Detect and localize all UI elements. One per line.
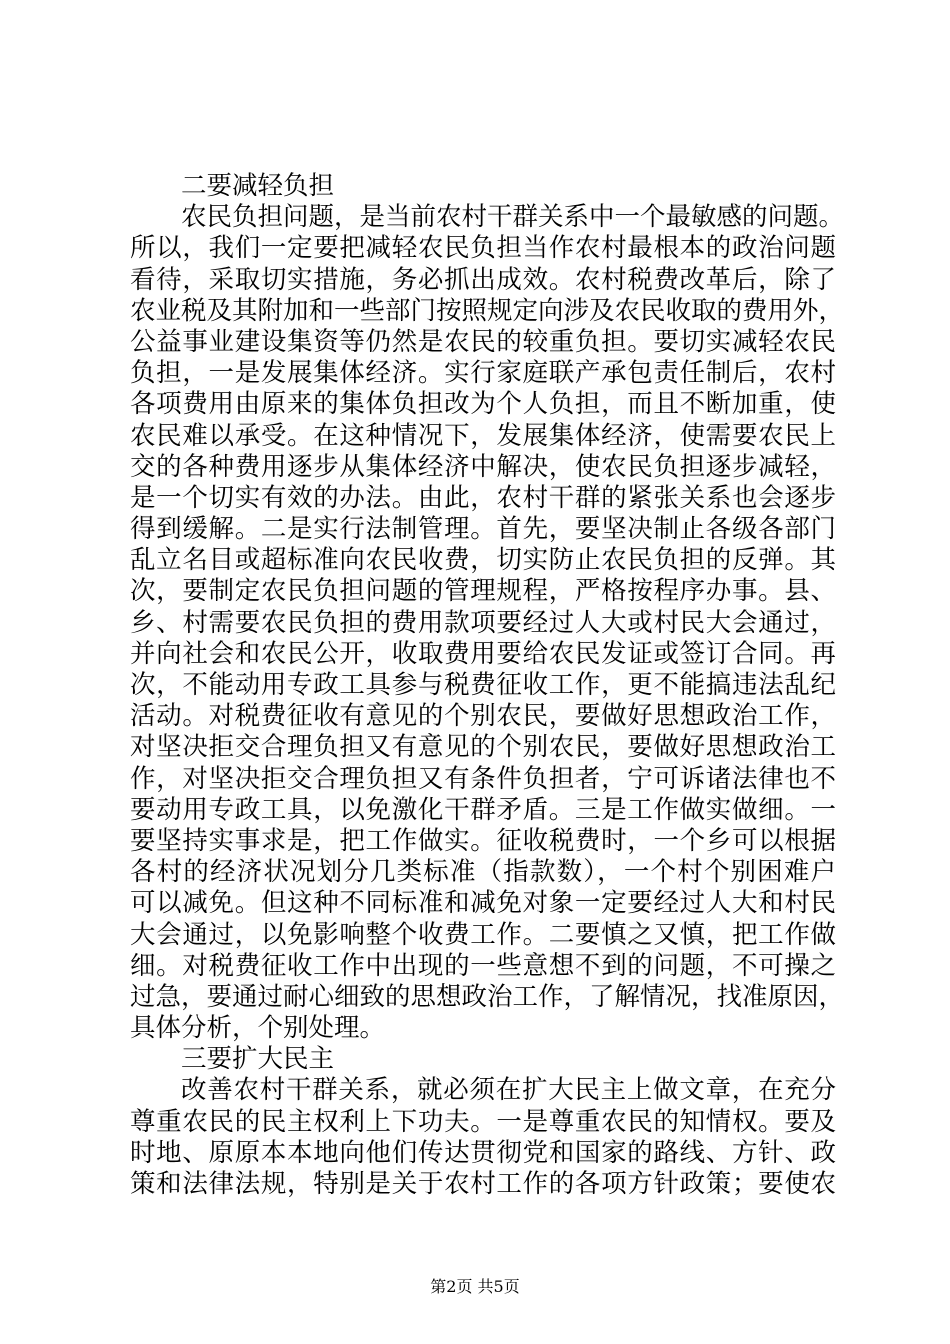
text-line: 要动用专政工具，以免激化干群矛盾。三是工作做实做细。一 [130, 794, 836, 825]
text-line: 作，对坚决拒交合理负担又有条件负担者，宁可诉诸法律也不 [130, 763, 836, 794]
text-line: 所以，我们一定要把减轻农民负担当作农村最根本的政治问题 [130, 233, 836, 264]
text-line: 交的各种费用逐步从集体经济中解决，使农民负担逐步减轻， [130, 451, 836, 482]
document-body [130, 171, 845, 1200]
text-line: 对坚决拒交合理负担又有意见的个别农民，要做好思想政治工 [130, 732, 836, 763]
text-line: 各项费用由原来的集体负担改为个人负担，而且不断加重，使 [130, 389, 836, 420]
text-line: 时地、原原本本地向他们传达贯彻党和国家的路线、方针、政 [130, 1137, 836, 1168]
text-line: 具体分析，个别处理。 [130, 1013, 386, 1044]
text-line: 是一个切实有效的办法。由此，农村干群的紧张关系也会逐步 [130, 482, 836, 513]
text-line: 可以减免。但这种不同标准和减免对象一定要经过人大和村民 [130, 888, 836, 919]
text-line: 尊重农民的民主权利上下功夫。一是尊重农民的知情权。要及 [130, 1106, 836, 1137]
text-line: 策和法律法规，特别是关于农村工作的各项方针政策；要使农 [130, 1169, 836, 1199]
text-line: 看待，采取切实措施，务必抓出成效。农村税费改革后，除了 [130, 264, 836, 295]
text-line: 次，不能动用专政工具参与税费征收工作，更不能搞违法乱纪 [130, 670, 836, 700]
text-line: 改善农村干群关系，就必须在扩大民主上做文章，在充分 [181, 1075, 836, 1106]
text-line: 负担，一是发展集体经济。实行家庭联产承包责任制后，农村 [130, 358, 836, 389]
text-line: 次，要制定农民负担问题的管理规程，严格按程序办事。县、 [130, 576, 836, 607]
text-line: 农民负担问题，是当前农村干群关系中一个最敏感的问题。 [181, 202, 845, 233]
text-line: 要坚持实事求是，把工作做实。征收税费时，一个乡可以根据 [130, 825, 836, 856]
text-line: 活动。对税费征收有意见的个别农民，要做好思想政治工作， [130, 701, 836, 732]
text-line: 得到缓解。二是实行法制管理。首先，要坚决制止各级各部门 [130, 514, 836, 545]
page-footer: 第2页 共5页 [430, 1277, 520, 1296]
text-line: 乱立名目或超标准向农民收费，切实防止农民负担的反弹。其 [130, 545, 836, 576]
text-line: 农业税及其附加和一些部门按照规定向涉及农民收取的费用外， [130, 295, 845, 326]
text-line: 农民难以承受。在这种情况下，发展集体经济，使需要农民上 [130, 420, 836, 451]
text-line: 各村的经济状况划分几类标准（指款数），一个村个别困难户 [130, 857, 836, 888]
text-line: 大会通过，以免影响整个收费工作。二要慎之又慎，把工作做 [130, 919, 836, 950]
text-line: 过急，要通过耐心细致的思想政治工作，了解情况，找准原因， [130, 981, 845, 1012]
text-line: 并向社会和农民公开，收取费用要给农民发证或签订合同。再 [130, 638, 836, 669]
text-line: 细。对税费征收工作中出现的一些意想不到的问题，不可操之 [130, 950, 836, 981]
section-heading: 二要减轻负担 [181, 171, 335, 201]
text-line: 公益事业建设集资等仍然是农民的较重负担。要切实减轻农民 [130, 326, 836, 357]
text-line: 乡、村需要农民负担的费用款项要经过人大或村民大会通过， [130, 607, 836, 638]
section-heading: 三要扩大民主 [181, 1044, 335, 1075]
